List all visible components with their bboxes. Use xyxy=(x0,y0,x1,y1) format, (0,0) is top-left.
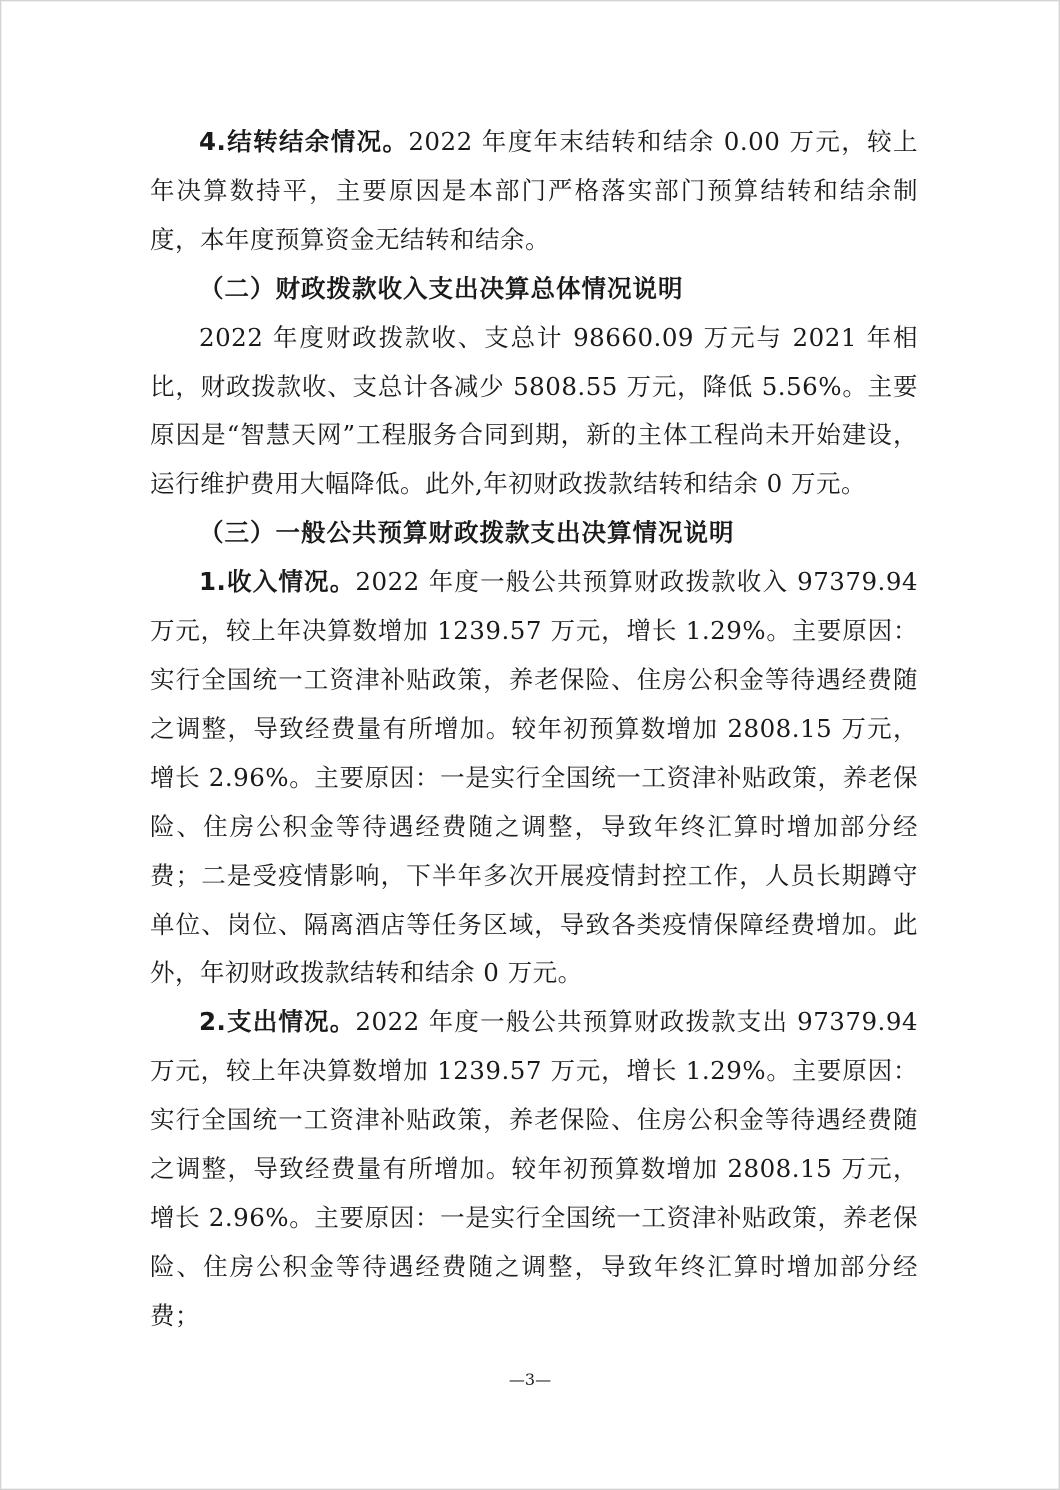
document-body xyxy=(150,118,918,1341)
item-lead-income: 1.收入情况。 xyxy=(199,567,356,597)
item-text-expenditure: 2022 年度一般公共预算财政拨款支出 97379.94 万元，较上年决算数增加 1239.57 万元，增长 1.29%。主要原因：实行全国统一工资津补贴政策，养老保险、住房公积金等待遇经费随之调整，导致经费量有所增加。较年初预算数增加 2808.15 万元，增长 2.96%。主要原因：一是实行全国统一工资津补贴政策，养老保险、住房公积金等待遇经费随之调整，导致年终汇算时增加部分经费； xyxy=(150,1007,919,1330)
paragraph-expenditure xyxy=(150,998,918,1340)
item-lead-carryover: 4.结转结余情况。 xyxy=(199,127,409,156)
item-text-income: 2022 年度一般公共预算财政拨款收入 97379.94 万元，较上年决算数增加 1239.57 万元，增长 1.29%。主要原因：实行全国统一工资津补贴政策，养老保险、住房公积金等待遇经费随之调整，导致经费量有所增加。较年初预算数增加 2808.15 万元，增长 2.96%。主要原因：一是实行全国统一工资津补贴政策，养老保险、住房公积金等待遇经费随之调整，导致年终汇算时增加部分经费；二是受疫情影响，下半年多次开展疫情封控工作，人员长期蹲守单位、岗位、隔离酒店等任务区域，导致各类疫情保障经费增加。此外，年初财政拨款结转和结余 0 万元。 xyxy=(150,567,919,988)
paragraph-fiscal-overview: 2022 年度财政拨款收、支总计 98660.09 万元与 2021 年相比，财政拨款收、支总计各减少 5808.55 万元，降低 5.56%。主要原因是“智慧天网”工程服务合同到期，新的主体工程尚未开始建设，运行维护费用大幅降低。此外,年初财政拨款结转和结余 0 万元。 xyxy=(150,322,918,499)
item-text-carryover: 2022 年度年末结转和结余 0.00 万元，较上年决算数持平，主要原因是本部门严格落实部门预算结转和结余制度，本年度预算资金无结转和结余。 xyxy=(150,127,918,254)
paragraph-income xyxy=(150,558,918,998)
section-heading-3: （三）一般公共预算财政拨款支出决算情况说明 xyxy=(199,518,735,548)
page-number: —3— xyxy=(508,1370,552,1389)
section-heading-2: （二）财政拨款收入支出决算总体情况说明 xyxy=(199,273,684,303)
item-lead-expenditure: 2.支出情况。 xyxy=(199,1007,356,1037)
paragraph-carryover xyxy=(150,118,918,265)
